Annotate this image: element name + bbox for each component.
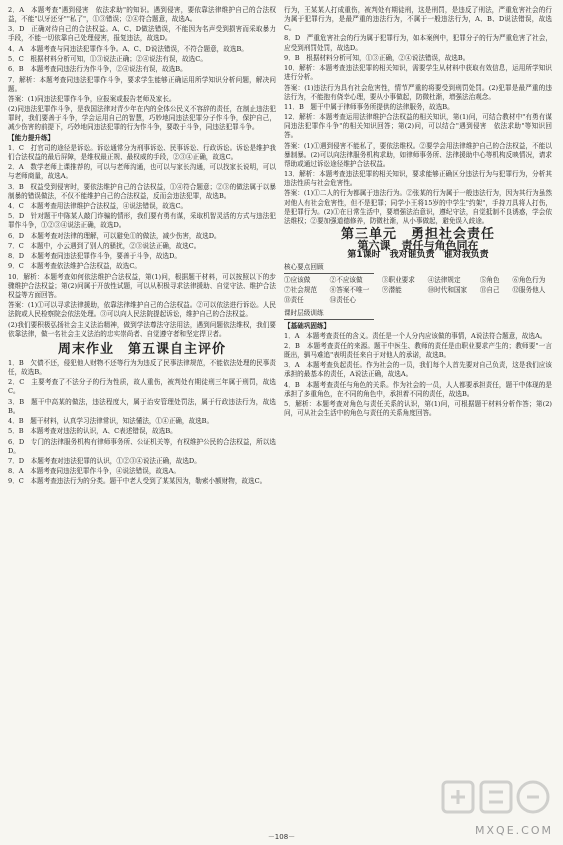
core-point-item: ⑩时代和国家 [427, 286, 468, 295]
section-label: 【能力提升练】 [8, 133, 55, 142]
answer-paragraph: 10．解析：本题考查如何依法维护合法权益，第(1)问，根据题干材料，可以按照以下的步骤维护合法权益；第(2)问属于开放性试题，可以从积极寻求法律援助、自觉守法、维护合法权益等方面回答。 [8, 272, 276, 299]
answer-paragraph: 6．D 本题考查对法律的理解，可以避免①的做法，减少伤害，故选D。 [8, 231, 221, 240]
answer-paragraph: 5．解析：本题考查对角色与责任关系的认识，第(1)问，可根据题干材料分析作答；第(2)问，可从社会生活中的角色与责任的关系角度回答。 [284, 400, 552, 418]
answer-paragraph: 1．C 打官司的途径是诉讼。诉讼通常分为刑事诉讼、民事诉讼、行政诉讼。诉讼是维护我们合法权益的最后屏障，是维权最正规、最权威的手段，②③④正确，故选C。 [8, 143, 276, 161]
answer-paragraph: 12．解析：本题考查运用法律维护合法权益的相关知识，第(1)问，可结合教材中"有勇有谋 同违法犯罪作斗争"的相关知识回答；第(2)问，可以结合"遇到侵害 依法求助"等知识回答。 [284, 113, 559, 140]
answer-paragraph: (2)我们要积极弘扬社会主义法治精神，做到学法尊法守法用法，遇到问题依法维权，我们要依靠法律，做一名社会主义法治的忠实崇尚者、自觉遵守者和坚定捍卫者。 [8, 320, 276, 338]
answer-paragraph: 4．C 本题考查用法律维护合法权益，④说法错误，故选C。 [8, 201, 188, 210]
answer-paragraph: 4．B 本题考查责任与角色的关系。作为社会的一员，人人都要承担责任，题干中体现的是承担了多重角色，在不同的角色中，承担着不同的责任，故选B。 [284, 380, 552, 398]
lesson-title: 第六课 责任与角色同在 [357, 238, 479, 252]
section-label: 【基础巩固练】 [284, 321, 331, 330]
answer-paragraph: 5．B 本题考查对违法的认识，A、C表述错误，故选B。 [8, 427, 177, 436]
answer-paragraph: 6．D 专门的法律服务机构有律师事务所、公证机关等，有权维护公民的合法权益，所以选D。 [8, 437, 276, 455]
answer-paragraph: 答案：(1)违法行为具有社会危害性，情节严重的将要受到刑罚处罚。(2)犯罪是最严重的违法行为，不能抱有侥幸心理，要从小事做起，防微杜渐，增强法治观念。 [284, 83, 552, 101]
core-point-item: ⑦社会规范 [284, 286, 317, 295]
answer-paragraph: 11．B 题干中属于律师事务所提供的法律服务，故选B。 [284, 102, 454, 111]
answer-paragraph: 答案：(1)①二人的行为都属于违法行为。②张某的行为属于一般违法行为，因为其行为虽然对他人有社会危害性，但不是犯罪；同学小王将15岁的中学生"约架"，手持刀具将人打伤，是犯罪行为。(2)①在日常生活中，要增强法治意识，遵纪守法，自觉抵制不良诱惑，学会依法维权；②要加强道德修养，防微杜渐，从小事做起，避免误入歧途。 [284, 189, 552, 225]
core-point-item: ⑨潜能 [381, 286, 402, 295]
answer-paragraph: 3．B 权益受到侵害时，要依法维护自己的合法权益，①④符合题意；②③的做法属于以暴制暴的错误做法，不仅不能维护自己的合法权益，反而会违法犯罪，故选B。 [8, 182, 276, 200]
answer-paragraph: 2．B 本题考查责任的来源。题干中医生、教师的责任是由职业要求产生的；教师要"一言既出，驷马难追"表明责任来自于对他人的承诺，故选B。 [284, 341, 552, 360]
core-point-item: ⑤角色 [479, 276, 500, 285]
answer-paragraph: 1．A 本题考查责任的含义。责任是一个人分内应该做的事情，A说法符合题意，故选A。 [284, 331, 547, 340]
answer-paragraph: 3．D 正确对待自己的合法权益。A、C、D做法错误，不能因为名声受到损害而采取暴力手段，不能一切依靠自己处理侵害，报复违法，故选D。 [8, 25, 276, 43]
practice-heading: 课时层级训练 [284, 309, 374, 320]
answer-paragraph: 7．C 本题中，小云遇到了别人的骚扰，②③说法正确，故选C。 [8, 241, 201, 250]
page-number: －108－ [267, 833, 296, 841]
weekend-homework-title: 周末作业 第五课自主评价 [57, 341, 226, 357]
core-point-item: ②不应该做 [329, 276, 363, 285]
unit-title: 第三单元 勇担社会责任 [340, 226, 495, 242]
core-point-item: ⑥角色行为 [512, 276, 546, 285]
core-points-grid [284, 276, 552, 305]
answer-paragraph: 4．B 题干材料，认真学习法律常识，知法懂法，①④正确，故选B。 [8, 416, 214, 425]
answer-paragraph: 8．D 本题考查同违法犯罪作斗争，要善于斗争，故选D。 [8, 252, 182, 261]
core-point-item: ⑫服务他人 [512, 286, 546, 295]
core-point-item: ⑧答案不唯一 [329, 286, 370, 295]
answer-paragraph: 10．解析：本题考查违法犯罪的相关知识，需要学生从材料中获取有效信息，运用所学知识进行分析。 [284, 64, 552, 82]
watermark-text: MXQE.COM [475, 824, 553, 837]
answer-paragraph: 7．解析：本题考查同违法犯罪作斗争，要求学生能够正确运用所学知识分析问题，解决问题。 [8, 75, 276, 93]
answer-paragraph: 2．C 主要考查了不法分子的行为性质，故人重伤，被判处有期徒刑三年属于刑罚，故选C。 [8, 378, 276, 396]
left-column [8, 6, 276, 488]
answer-paragraph: 答案：(1)同违法犯罪作斗争，应报案或报告老师及家长。 [8, 94, 176, 103]
answer-paragraph: 8．D 严重危害社会的行为属于犯罪行为，如本案例中，犯罪分子的行为严重危害了社会，应受到刑罚处罚，故选D。 [284, 34, 552, 52]
answer-paragraph: 行为，王某某人打成重伤，被判处有期徒刑，这是刑罚，是违反了刑法，严重危害社会的行为属于犯罪行为，是最严重的违法行为，不属于一般违法行为，A、B、D说法错误，故选C。 [284, 6, 552, 33]
answer-paragraph: 1．B 欠债不还，侵犯他人财物不还等行为为违反了民事法律规范，不能依法处理的民事责任，故选B。 [8, 358, 276, 376]
answer-paragraph: (2)同违法犯罪作斗争，是我国法律对青少年在内的全体公民义不容辞的责任，在制止违法犯罪时，我们要善于斗争，学会运用自己的智慧，巧妙地同违法犯罪分子作斗争，保护自己，减少伤害的前提下，巧妙地同违法犯罪的行为作斗争，要敢于斗争，同违法犯罪斗争。 [8, 105, 276, 132]
core-point-item: ①应该做 [284, 276, 311, 285]
answer-paragraph: 9．C 本题考查依法维护合法权益，故选C。 [8, 262, 141, 271]
answer-paragraph: 6．B 本题考查同违法行为作斗争，②④说法有误，故选B。 [8, 65, 187, 74]
core-point-item: ⑬责任 [284, 296, 304, 305]
answer-paragraph: 3．A 本题考查负起责任。作为社会的一员，我们每个人首先要对自己负责，这是我们应该承担的最基本的责任，A说法正确，故选A。 [284, 361, 552, 379]
answer-paragraph: 7．D 本题考查对违法犯罪的认识，①②③④说法正确，故选D。 [8, 456, 201, 465]
answer-paragraph: 3．B 题干中高某的做法，违法程度大，属于治安管理处罚法，属于行政违法行为，故选B。 [8, 397, 276, 415]
core-point-item: ④法律规定 [427, 276, 461, 285]
answer-paragraph: 9．B 根据材料分析可知，①③正确，②④说法错误，故选B。 [284, 53, 470, 62]
answer-paragraph: 2．A 数学老师上课推荐的，可以与老师沟通，也可以与家长沟通，可以找家长说明，可以与老师商量，故选A。 [8, 163, 276, 181]
right-column [284, 6, 559, 419]
answer-paragraph: 5．C 根据材料分析可知，①③说法正确；②④说法有误，故选C。 [8, 55, 207, 64]
core-point-item: ⑪自己 [479, 286, 500, 295]
answer-paragraph: 答案：(1)①遇到侵害不能私了，要依法维权。②要学会用法律维护自己的合法权益，不能以暴制暴。(2)可以向法律服务机构求助，如律师事务所、法律援助中心等机构反映情况，请求帮助或通过诉讼途径维护合法权益。 [284, 141, 552, 168]
core-point-item: ⑭责任心 [329, 296, 357, 305]
core-points-heading: 核心要点回顾 [284, 263, 374, 274]
period-title: 第1课时 我对谁负责 谁对我负责 [347, 250, 489, 261]
answer-paragraph: 5．D 针对题干中陈某人敲门诈骗的情形，我们要有勇有谋，采取机智灵活的方式与违法犯罪作斗争，①②③④说法正确，故选D。 [8, 212, 276, 230]
answer-paragraph: 8．A 本题考查同违法犯罪作斗争，④说法错误，故选A。 [8, 467, 180, 476]
answer-paragraph: 13．解析：本题考查违法犯罪的相关知识，要求能够正确区分违法行为与犯罪行为，分析其违法性质与社会危害性。 [284, 170, 552, 188]
answer-paragraph: 9．C 本题考查违法行为的分类。题干中老人受到了某某因为，勒索小额财物，故选C。 [8, 477, 267, 486]
core-point-item: ③职业要求 [381, 276, 415, 285]
answer-paragraph: 答案：(1)①可以寻求法律援助，依靠法律维护自己的合法权益。②可以依法进行诉讼。人民法院或人民检察院会依法处理。③可以向人民法院提起诉讼，维护自己的合法权益。 [8, 301, 276, 319]
answer-paragraph: 2．A 本题考查"遇到侵害 依法求助"的知识。遇到侵害，要依靠法律维护自己的合法权益，不能"以牙还牙""私了"，①③错误；②④符合题意，故选A。 [8, 6, 276, 24]
answer-paragraph: 4．A 本题考查与同违法犯罪作斗争。A、C、D说法错误，不符合题意，故选B。 [8, 44, 248, 53]
